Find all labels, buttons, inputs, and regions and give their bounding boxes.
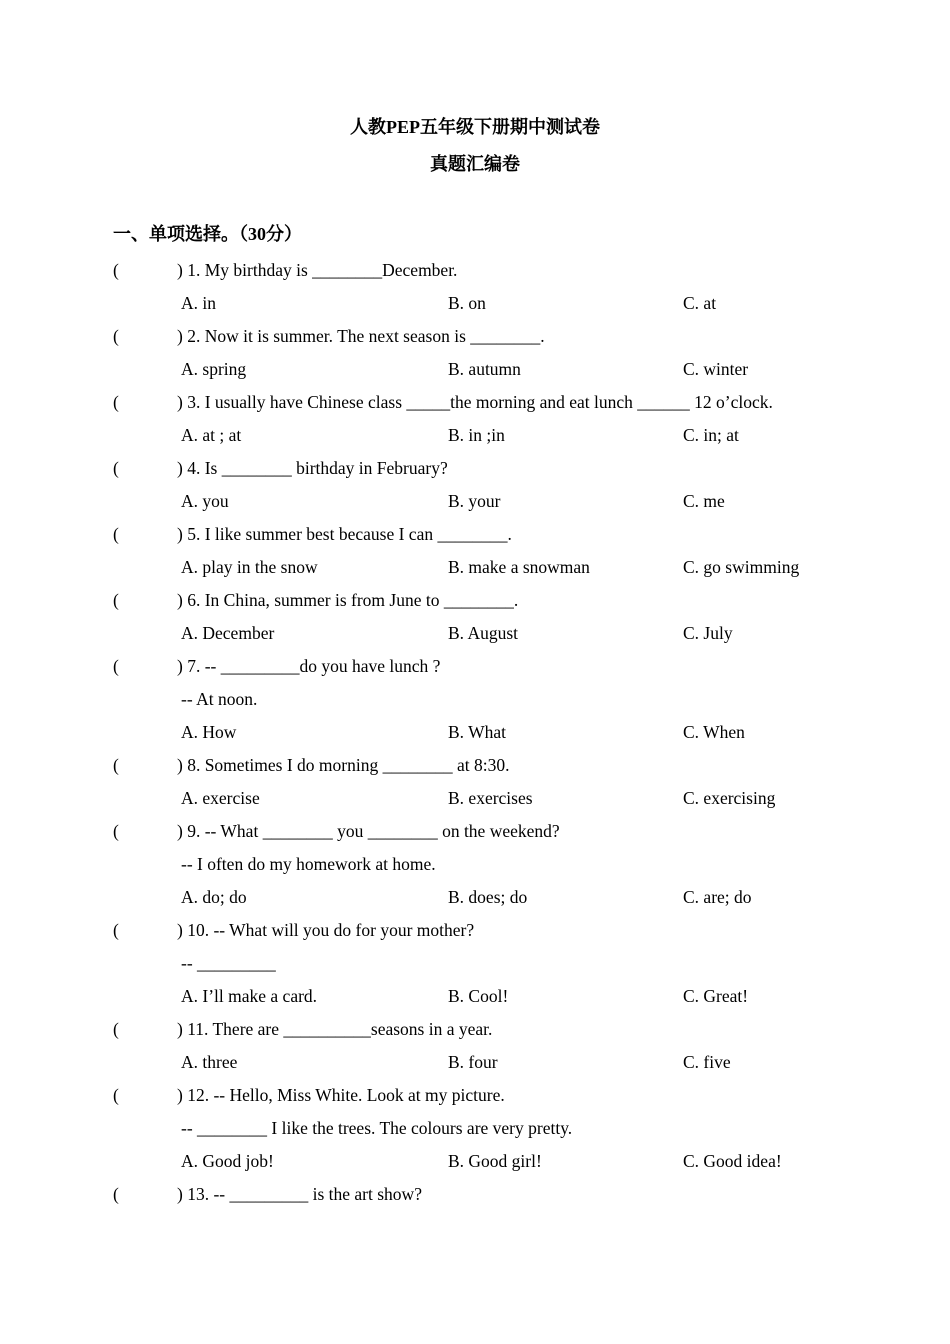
option-b[interactable]: B. autumn — [448, 359, 521, 379]
question-stem: ) 1. My birthday is ________December. — [177, 260, 458, 280]
option-c[interactable]: C. are; do — [683, 887, 752, 907]
option-b[interactable]: B. What — [448, 722, 507, 742]
option-b[interactable]: B. make a snowman — [448, 557, 590, 577]
option-b[interactable]: B. your — [448, 491, 501, 511]
options-row — [0, 783, 950, 816]
answer-bracket[interactable]: ( — [113, 1019, 119, 1039]
dialogue-row — [0, 849, 950, 882]
question-row — [0, 1179, 950, 1212]
question-stem: ) 11. There are __________seasons in a year. — [177, 1019, 493, 1039]
section-heading: 一、单项选择。（30分） — [113, 224, 302, 244]
option-b[interactable]: B. August — [448, 623, 519, 643]
option-c[interactable]: C. When — [683, 722, 745, 742]
option-a[interactable]: A. you — [181, 491, 229, 511]
option-c[interactable]: C. July — [683, 623, 733, 643]
question-row — [0, 651, 950, 684]
answer-bracket[interactable]: ( — [113, 392, 119, 412]
question-row — [0, 585, 950, 618]
question-stem: ) 9. -- What ________ you ________ on the weekend? — [177, 821, 560, 841]
dialogue-row — [0, 684, 950, 717]
options-row — [0, 1146, 950, 1179]
options-row — [0, 1047, 950, 1080]
question-row — [0, 1014, 950, 1047]
question-stem: ) 4. Is ________ birthday in February? — [177, 458, 448, 478]
answer-bracket[interactable]: ( — [113, 326, 119, 346]
options-row — [0, 288, 950, 321]
question-row — [0, 255, 950, 288]
option-c[interactable]: C. exercising — [683, 788, 776, 808]
option-c[interactable]: C. winter — [683, 359, 749, 379]
question-stem: ) 8. Sometimes I do morning ________ at 8:30. — [177, 755, 510, 775]
options-row — [0, 882, 950, 915]
option-c[interactable]: C. at — [683, 293, 717, 313]
dialogue-row — [0, 948, 950, 981]
option-c[interactable]: C. Great! — [683, 986, 749, 1006]
question-stem: ) 3. I usually have Chinese class _____the morning and eat lunch ______ 12 o’clock. — [177, 392, 773, 412]
question-stem: ) 2. Now it is summer. The next season is ________. — [177, 326, 545, 346]
option-b[interactable]: B. on — [448, 293, 486, 313]
question-stem: ) 12. -- Hello, Miss White. Look at my picture. — [177, 1085, 505, 1105]
option-b[interactable]: B. Good girl! — [448, 1151, 542, 1171]
answer-bracket[interactable]: ( — [113, 1184, 119, 1204]
options-row — [0, 354, 950, 387]
option-a[interactable]: A. How — [181, 722, 237, 742]
options-row — [0, 618, 950, 651]
options-row — [0, 552, 950, 585]
option-c[interactable]: C. Good idea! — [683, 1151, 782, 1171]
options-row — [0, 486, 950, 519]
question-stem: ) 7. -- _________do you have lunch ? — [177, 656, 441, 676]
dialogue-line: -- I often do my homework at home. — [181, 854, 436, 874]
answer-bracket[interactable]: ( — [113, 821, 119, 841]
answer-bracket[interactable]: ( — [113, 524, 119, 544]
option-b[interactable]: B. Cool! — [448, 986, 509, 1006]
exam-subtitle: 真题汇编卷 — [430, 154, 520, 174]
option-c[interactable]: C. in; at — [683, 425, 739, 445]
option-a[interactable]: A. Good job! — [181, 1151, 274, 1171]
title-block — [0, 112, 950, 186]
question-row — [0, 519, 950, 552]
question-row — [0, 750, 950, 783]
dialogue-line: -- ________ I like the trees. The colours are very pretty. — [181, 1118, 573, 1138]
option-a[interactable]: A. at ; at — [181, 425, 242, 445]
question-row — [0, 816, 950, 849]
option-a[interactable]: A. spring — [181, 359, 247, 379]
dialogue-row — [0, 1113, 950, 1146]
question-row — [0, 387, 950, 420]
question-row — [0, 915, 950, 948]
question-list — [0, 255, 950, 1212]
question-stem: ) 10. -- What will you do for your mother? — [177, 920, 475, 940]
dialogue-line: -- At noon. — [181, 689, 258, 709]
question-stem: ) 6. In China, summer is from June to ________. — [177, 590, 519, 610]
option-a[interactable]: A. December — [181, 623, 275, 643]
question-row — [0, 1080, 950, 1113]
question-stem: ) 13. -- _________ is the art show? — [177, 1184, 422, 1204]
options-row — [0, 981, 950, 1014]
option-b[interactable]: B. in ;in — [448, 425, 505, 445]
answer-bracket[interactable]: ( — [113, 656, 119, 676]
option-a[interactable]: A. three — [181, 1052, 238, 1072]
option-a[interactable]: A. I’ll make a card. — [181, 986, 318, 1006]
dialogue-line: -- _________ — [181, 953, 276, 973]
options-row — [0, 717, 950, 750]
option-a[interactable]: A. exercise — [181, 788, 260, 808]
answer-bracket[interactable]: ( — [113, 1085, 119, 1105]
option-b[interactable]: B. four — [448, 1052, 498, 1072]
option-b[interactable]: B. does; do — [448, 887, 528, 907]
option-c[interactable]: C. me — [683, 491, 725, 511]
answer-bracket[interactable]: ( — [113, 590, 119, 610]
option-b[interactable]: B. exercises — [448, 788, 533, 808]
question-row — [0, 453, 950, 486]
question-stem: ) 5. I like summer best because I can ________. — [177, 524, 512, 544]
option-a[interactable]: A. do; do — [181, 887, 247, 907]
answer-bracket[interactable]: ( — [113, 920, 119, 940]
answer-bracket[interactable]: ( — [113, 458, 119, 478]
exam-title: 人教PEP五年级下册期中测试卷 — [350, 117, 600, 137]
options-row — [0, 420, 950, 453]
option-c[interactable]: C. five — [683, 1052, 731, 1072]
question-row — [0, 321, 950, 354]
option-a[interactable]: A. play in the snow — [181, 557, 318, 577]
answer-bracket[interactable]: ( — [113, 260, 119, 280]
answer-bracket[interactable]: ( — [113, 755, 119, 775]
option-c[interactable]: C. go swimming — [683, 557, 800, 577]
option-a[interactable]: A. in — [181, 293, 216, 313]
